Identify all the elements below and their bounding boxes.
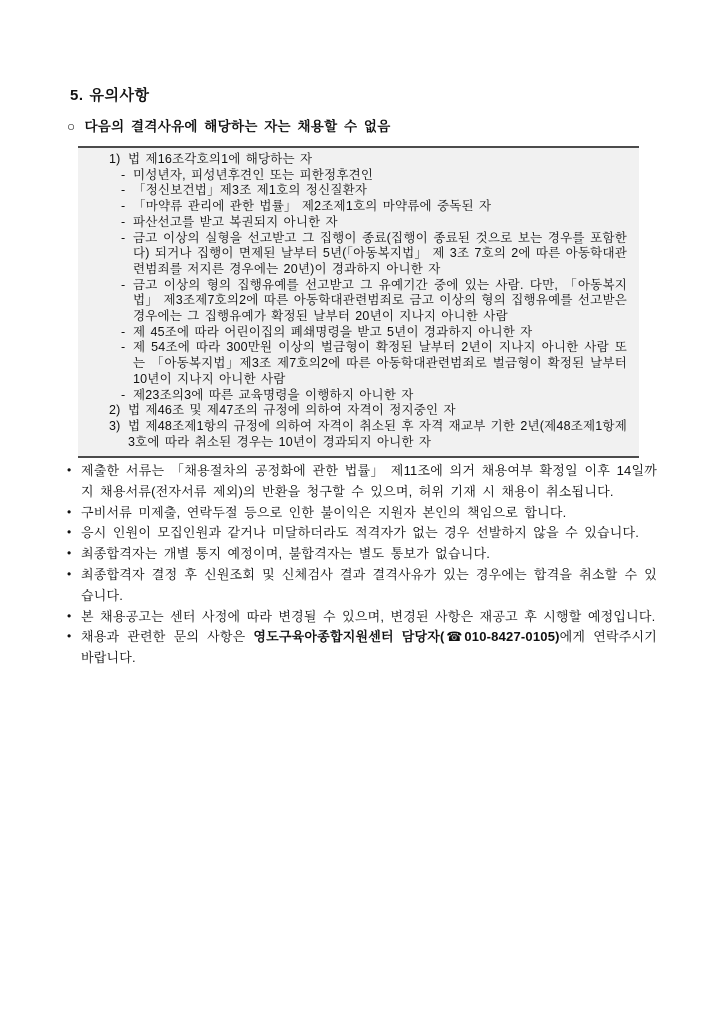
note-item-contact xyxy=(67,627,657,669)
bullet-dot-icon: • xyxy=(67,566,72,581)
note-text: 최종합격자는 개별 통지 예정이며, 불합격자는 별도 통보가 없습니다. xyxy=(81,546,491,562)
note-item xyxy=(67,503,657,524)
sub-item-text: 「마약류 관리에 관한 법률」 제2조제1호의 마약류에 중독된 자 xyxy=(133,199,492,214)
sub-item-text: 「정신보건법」제3조 제1호의 정신질환자 xyxy=(133,183,368,198)
circle-bullet-icon: ○ xyxy=(67,119,76,134)
sub-list-item xyxy=(109,340,627,387)
bullet-dot-icon: • xyxy=(67,463,72,477)
intro-line xyxy=(67,115,391,135)
dash-marker: - xyxy=(121,340,126,355)
sub-list-item xyxy=(109,325,627,341)
contact-name xyxy=(253,629,559,644)
item-number: 2) xyxy=(109,403,121,418)
note-text: 제출한 서류는 「채용절차의 공정화에 관한 법률」 제11조에 의거 채용여부 확정일 이후 14일까지 채용서류(전자서류 제외)의 반환을 청구할 수 있으며, 허위 기재 시 채용이 취소됩니다. xyxy=(81,463,657,499)
note-item xyxy=(67,607,657,628)
bullet-dot-icon: • xyxy=(67,608,72,623)
note-text: 최종합격자 결정 후 신원조회 및 신체검사 결과 결격사유가 있는 경우에는 합격을 취소할 수 있습니다. xyxy=(81,566,657,603)
bullet-dot-icon: • xyxy=(67,525,72,540)
sub-list-item xyxy=(109,215,627,231)
dash-marker: - xyxy=(121,183,126,198)
dash-marker: - xyxy=(121,199,126,214)
notes-list xyxy=(67,461,657,669)
dash-marker: - xyxy=(121,167,126,182)
contact-name-close: ) xyxy=(555,629,560,645)
contact-name-text: 영도구육아종합지원센터 담당자( xyxy=(253,629,445,645)
sub-item-text: 미성년자, 피성년후견인 또는 피한정후견인 xyxy=(133,167,374,182)
list-item-2 xyxy=(109,403,627,419)
sub-item-text: 제23조의3에 따른 교육명령을 이행하지 아니한 자 xyxy=(133,387,414,402)
sub-item-text: 금고 이상의 형의 집행유예를 선고받고 그 유예기간 중에 있는 사람. 다만, 「아동복지법」 제3조제7호의2에 따른 아동학대관련범죄로 금고 이상의 형의 집행유예를 선고받은 경우에는 그 집행유예가 확정된 날부터 20년이 지나지 아니한 사람 xyxy=(133,277,627,324)
dash-marker: - xyxy=(121,214,126,229)
sub-item-text: 제 54조에 따라 300만원 이상의 벌금형이 확정된 날부터 2년이 지나지 아니한 사람 또는 「아동복지법」제3조 제7호의2에 따른 아동학대관련범죄로 벌금형이 확정된 날부터 10년이 지나지 아니한 사람 xyxy=(133,340,627,386)
note-text: 응시 인원이 모집인원과 같거나 미달하더라도 적격자가 없는 경우 선발하지 않을 수 있습니다. xyxy=(81,525,640,541)
section-number: 5. xyxy=(70,87,84,104)
note-text: 본 채용공고는 센터 사정에 따라 변경될 수 있으며, 변경된 사항은 재공고 후 시행할 예정입니다. xyxy=(81,608,656,624)
item-text: 법 제46조 및 제47조의 규정에 의하여 자격이 정지중인 자 xyxy=(128,403,456,418)
sub-item-text: 금고 이상의 실형을 선고받고 그 집행이 종료(집행이 종료된 것으로 보는 경우를 포함한다) 되거나 집행이 면제된 날부터 5년(「아동복지법」 제 3조 7호의 2에 따른 아동학대관련범죄를 저지른 경우에는 20년)이 경과하지 아니한 자 xyxy=(133,230,627,276)
sub-list-item xyxy=(109,199,627,215)
note-item xyxy=(67,461,657,503)
item-text: 법 제16조각호의1에 해당하는 자 xyxy=(128,152,313,166)
disqualification-box xyxy=(78,146,639,458)
dash-marker: - xyxy=(121,277,126,292)
sub-item-text: 제 45조에 따라 어린이집의 폐쇄명령을 받고 5년이 경과하지 아니한 자 xyxy=(133,324,533,339)
item-number: 1) xyxy=(109,152,121,166)
sub-item-text: 파산선고를 받고 복권되지 아니한 자 xyxy=(133,214,338,229)
note-text: 채용과 관련한 문의 사항은 xyxy=(81,629,254,645)
phone-number: 010-8427-0105 xyxy=(464,629,556,645)
note-item xyxy=(67,523,657,544)
section-heading xyxy=(70,84,149,105)
note-text-suffix: 에게 연락주시기 바랍니다. xyxy=(81,629,657,666)
bullet-dot-icon: • xyxy=(67,546,72,561)
dash-marker: - xyxy=(121,387,126,402)
item-text: 법 제48조제1항의 규정에 의하여 자격이 취소된 후 자격 재교부 기한 2년(제48조제1항제3호에 따라 취소된 경우는 10년이 경과되지 아니한 자 xyxy=(128,418,627,449)
sub-list-item xyxy=(109,183,627,199)
bullet-dot-icon: • xyxy=(67,504,72,519)
sub-list-item xyxy=(109,168,627,184)
note-item xyxy=(67,565,657,607)
item-number: 3) xyxy=(109,418,121,433)
section-title: 유의사항 xyxy=(89,87,150,104)
dash-marker: - xyxy=(121,230,126,245)
sub-list-item xyxy=(109,388,627,404)
sub-list-item xyxy=(109,231,627,278)
note-item xyxy=(67,544,657,565)
sub-list-item xyxy=(109,278,627,325)
list-item-3 xyxy=(109,419,627,450)
intro-text: 다음의 결격사유에 해당하는 자는 채용할 수 없음 xyxy=(84,119,391,134)
note-text: 구비서류 미제출, 연락두절 등으로 인한 불이익은 지원자 본인의 책임으로 합니다. xyxy=(81,504,567,520)
bullet-dot-icon: • xyxy=(67,629,72,644)
phone-icon: ☎ xyxy=(444,629,465,645)
dash-marker: - xyxy=(121,324,126,339)
list-item-1 xyxy=(109,152,627,168)
